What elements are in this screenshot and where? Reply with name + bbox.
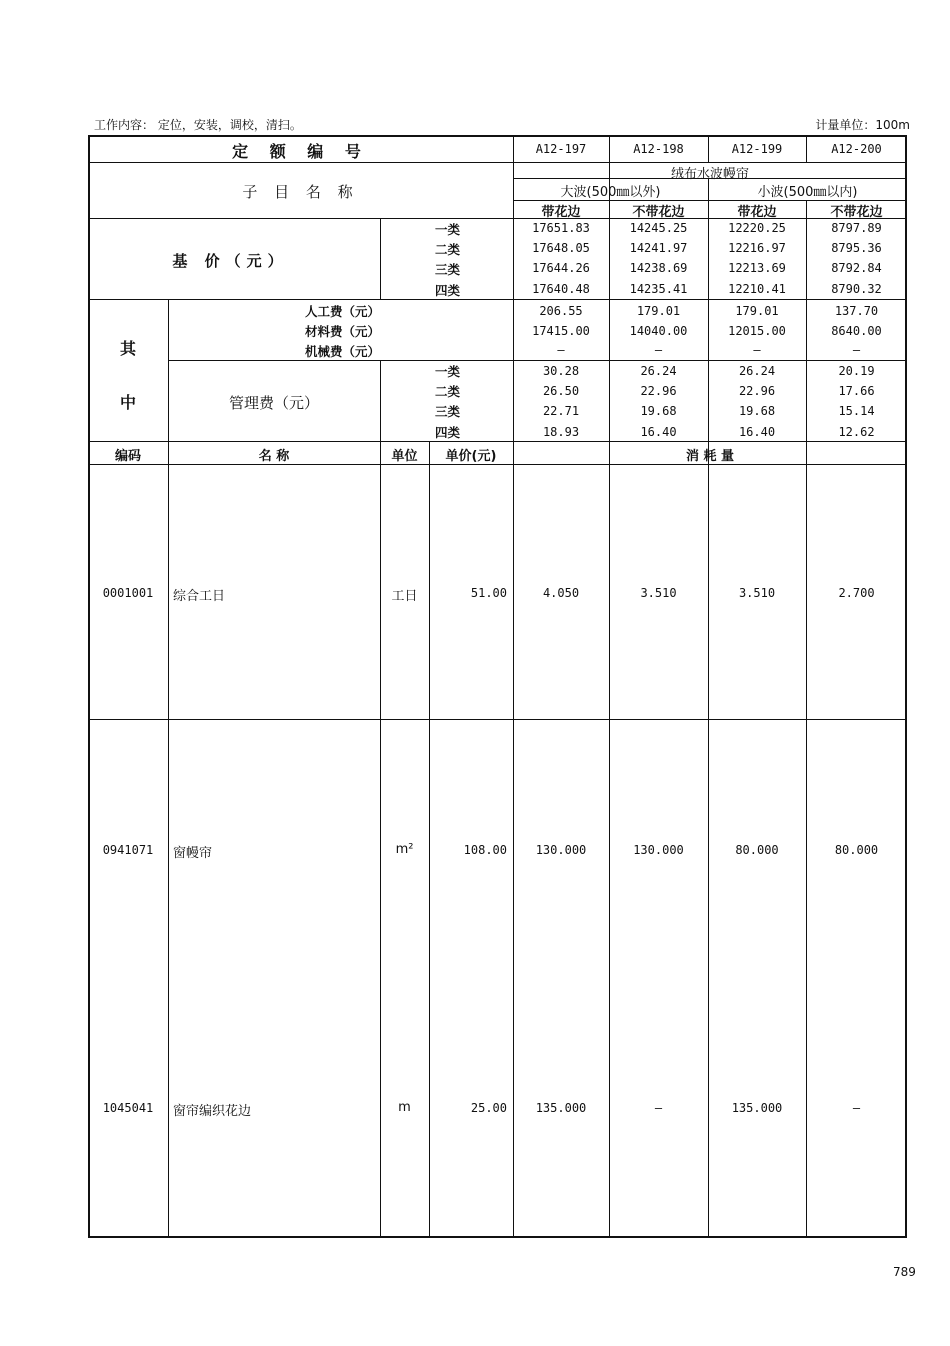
management-fee-value: 20.19: [838, 364, 875, 378]
quota-code: A12-197: [535, 142, 587, 156]
fee-value: 137.70: [834, 304, 879, 318]
fee-label: 机械费（元）: [304, 344, 380, 359]
variant-label: 不带花边: [830, 205, 883, 220]
management-fee-value: 18.93: [542, 425, 580, 439]
quota-code: A12-198: [633, 142, 684, 156]
consumption-value: 3.510: [738, 586, 776, 600]
class-label: 四类: [434, 425, 460, 440]
fee-value: –: [753, 343, 761, 357]
variant-label: 带花边: [541, 205, 581, 220]
fee-label: 人工费（元）: [304, 304, 380, 319]
base-price-value: 14245.25: [629, 221, 688, 235]
subgroup-large-wave: 大波(500㎜以外): [560, 185, 661, 200]
base-price-value: 14241.97: [629, 241, 688, 255]
border-top: [88, 135, 907, 137]
material-name: 综合工日: [173, 589, 226, 604]
material-code: 0001001: [102, 586, 154, 600]
class-label: 三类: [434, 404, 460, 419]
consumption-value: 135.000: [731, 1101, 783, 1115]
management-fee-value: 22.71: [542, 404, 580, 418]
page-number: 789: [893, 1265, 916, 1279]
management-fee-value: 19.68: [738, 404, 776, 418]
rule-line: [168, 360, 907, 361]
management-fee-value: 16.40: [640, 425, 677, 439]
material-name: 窗幔帘: [173, 846, 213, 861]
base-price-value: 12210.41: [728, 282, 786, 296]
base-price-value: 17644.26: [532, 261, 590, 275]
management-fee-value: 30.28: [542, 364, 580, 378]
rule-line: [609, 135, 610, 1238]
rule-line: [88, 464, 907, 465]
column-header-consumption: 消 耗 量: [685, 449, 735, 464]
fee-value: 17415.00: [532, 324, 590, 338]
class-label: 一类: [434, 364, 460, 379]
base-price-value: 8792.84: [831, 261, 882, 275]
management-fee-label: 管理费（元）: [228, 394, 319, 412]
material-code: 1045041: [102, 1101, 154, 1115]
management-fee-value: 22.96: [640, 384, 677, 398]
fee-value: 206.55: [539, 304, 583, 318]
material-code: 0941071: [102, 843, 154, 857]
column-header-unit: 单位: [391, 449, 418, 464]
consumption-value: –: [852, 1101, 861, 1115]
material-unit-price: 108.00: [463, 843, 507, 857]
rule-line: [168, 299, 169, 1238]
material-unit-price: 25.00: [470, 1101, 507, 1115]
consumption-value: 130.000: [633, 843, 684, 857]
border-bottom: [88, 1236, 907, 1238]
base-price-value: 17640.48: [532, 282, 590, 296]
rule-line: [88, 719, 907, 720]
consumption-value: 80.000: [834, 843, 879, 857]
of-which-label: 中: [119, 393, 136, 412]
quota-number-label: 定 额 编 号: [232, 142, 369, 161]
column-header-code: 编码: [114, 449, 141, 464]
column-header-unit-price: 单价(元): [445, 449, 497, 464]
quota-code: A12-199: [731, 142, 783, 156]
class-label: 二类: [434, 242, 460, 257]
base-price-value: 17648.05: [532, 241, 590, 255]
management-fee-value: 22.96: [738, 384, 776, 398]
fee-value: 12015.00: [728, 324, 786, 338]
management-fee-value: 19.68: [640, 404, 677, 418]
consumption-value: 3.510: [640, 586, 677, 600]
rule-line: [380, 441, 381, 1238]
consumption-value: 130.000: [535, 843, 587, 857]
column-header-name: 名 称: [258, 449, 290, 464]
fee-value: 179.01: [735, 304, 779, 318]
quota-table: [88, 135, 907, 1238]
rule-line: [513, 135, 514, 1238]
fee-value: –: [557, 343, 565, 357]
rule-line: [88, 441, 907, 442]
fee-value: –: [654, 343, 663, 357]
border-left: [88, 135, 90, 1238]
fee-value: 8640.00: [831, 324, 882, 338]
material-unit-price: 51.00: [470, 586, 507, 600]
management-fee-value: 26.24: [738, 364, 776, 378]
fee-value: 14040.00: [629, 324, 688, 338]
rule-line: [88, 299, 907, 300]
management-fee-value: 17.66: [838, 384, 875, 398]
management-fee-value: 26.24: [640, 364, 677, 378]
class-label: 四类: [434, 283, 460, 298]
variant-label: 带花边: [737, 205, 777, 220]
management-fee-value: 12.62: [838, 425, 875, 439]
material-unit: 工日: [391, 589, 418, 604]
base-price-value: 8795.36: [831, 241, 882, 255]
variant-label: 不带花边: [632, 205, 685, 220]
management-fee-value: 26.50: [542, 384, 580, 398]
management-fee-value: 15.14: [838, 404, 875, 418]
material-unit: m²: [395, 842, 414, 857]
base-price-value: 12220.25: [728, 221, 786, 235]
base-price-value: 14238.69: [629, 261, 688, 275]
base-price-value: 8797.89: [831, 221, 882, 235]
group-title: 绒布水波幔帘: [670, 167, 749, 182]
fee-value: 179.01: [636, 304, 681, 318]
measurement-unit: 计量单位：100m: [815, 118, 910, 132]
base-price-value: 14235.41: [629, 282, 688, 296]
rule-line: [429, 441, 430, 1238]
consumption-value: 4.050: [542, 586, 580, 600]
class-label: 三类: [434, 262, 460, 277]
material-unit: m: [398, 1100, 411, 1115]
base-price-value: 17651.83: [532, 221, 590, 235]
work-content: 工作内容： 定位，安装，调校，清扫。: [94, 118, 302, 132]
base-price-value: 8790.32: [831, 282, 882, 296]
base-price-label: 基 价（元）: [172, 252, 289, 270]
consumption-value: 2.700: [838, 586, 875, 600]
consumption-value: 135.000: [535, 1101, 587, 1115]
class-label: 二类: [434, 384, 460, 399]
of-which-label: 其: [119, 339, 136, 358]
fee-value: –: [852, 343, 861, 357]
quota-code: A12-200: [831, 142, 882, 156]
class-label: 一类: [434, 222, 460, 237]
subgroup-small-wave: 小波(500㎜以内): [757, 185, 858, 200]
consumption-value: 80.000: [735, 843, 779, 857]
item-name-label: 子 目 名 称: [242, 183, 359, 201]
base-price-value: 12216.97: [728, 241, 786, 255]
border-right: [905, 135, 907, 1238]
management-fee-value: 16.40: [738, 425, 776, 439]
base-price-value: 12213.69: [728, 261, 786, 275]
material-name: 窗帘编织花边: [173, 1104, 252, 1119]
consumption-value: –: [654, 1101, 663, 1115]
fee-label: 材料费（元）: [304, 324, 380, 339]
